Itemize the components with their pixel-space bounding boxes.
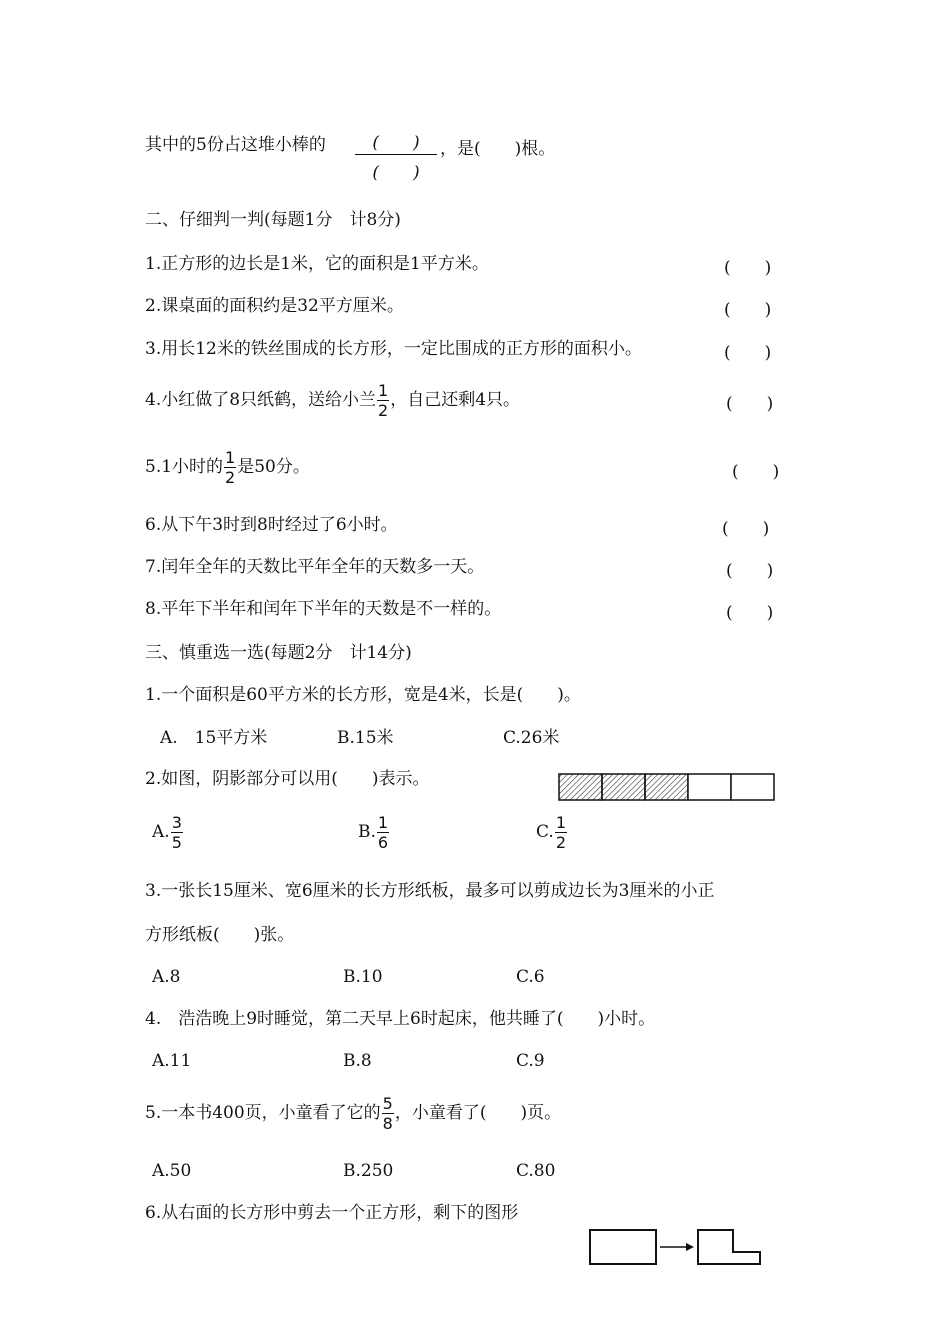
fraction-numerator: 5 xyxy=(382,1094,393,1113)
judge-answer-5[interactable]: ( ) xyxy=(732,462,780,482)
q3-option-c[interactable]: C.6 xyxy=(516,967,545,987)
judge-answer-6[interactable]: ( ) xyxy=(722,519,770,539)
blank-cell xyxy=(688,774,731,800)
section2-heading: 二、仔细判一判(每题1分 计8分) xyxy=(145,210,401,230)
option-label: B. xyxy=(358,822,376,842)
judge-answer-7[interactable]: ( ) xyxy=(726,561,774,581)
remaining-shape xyxy=(698,1230,760,1264)
choice-q3-line2: 方形纸板( )张。 xyxy=(145,925,295,945)
q5-option-a[interactable]: A.50 xyxy=(152,1161,192,1181)
q2-option-c[interactable] xyxy=(536,812,568,852)
fraction-numerator: 1 xyxy=(225,448,236,467)
judge-answer-8[interactable]: ( ) xyxy=(726,603,774,623)
fraction xyxy=(171,814,183,851)
judge-item-4 xyxy=(145,380,520,420)
judge-item-8: 8.平年下半年和闰年下半年的天数是不一样的。 xyxy=(145,599,502,619)
fraction-denominator: 2 xyxy=(555,833,566,852)
choice-q5-post: ，小童看了( )页。 xyxy=(394,1103,562,1123)
intro-text: 其中的5份占这堆小棒的 xyxy=(145,135,326,155)
fraction-blank-numerator[interactable]: ( ) xyxy=(355,128,437,155)
q2-option-a[interactable] xyxy=(152,812,184,852)
blank-cell xyxy=(731,774,774,800)
shaded-cell xyxy=(602,774,645,800)
fraction xyxy=(555,814,567,851)
q1-option-c[interactable]: C.26米 xyxy=(503,728,560,748)
q4-option-b[interactable]: B.8 xyxy=(343,1051,372,1071)
judge-item-2: 2.课桌面的面积约是32平方厘米。 xyxy=(145,296,404,316)
judge-answer-2[interactable]: ( ) xyxy=(724,300,772,320)
arrow-head xyxy=(686,1243,694,1251)
judge-item-7: 7.闰年全年的天数比平年全年的天数多一天。 xyxy=(145,557,485,577)
cut-square-figure xyxy=(588,1226,766,1270)
shaded-cell xyxy=(645,774,688,800)
intro-tail: ，是( )根。 xyxy=(440,139,556,159)
judge-item-5-post: 是50分。 xyxy=(237,457,310,477)
q1-option-b[interactable]: B.15米 xyxy=(337,728,394,748)
judge-item-4-pre: 4.小红做了8只纸鹤，送给小兰 xyxy=(145,390,377,410)
strip-cells xyxy=(559,774,774,800)
fraction-denominator: 2 xyxy=(378,401,389,420)
fraction-numerator: 1 xyxy=(378,381,389,400)
section3-heading: 三、慎重选一选(每题2分 计14分) xyxy=(145,643,412,663)
choice-q3-line1: 3.一张长15厘米、宽6厘米的长方形纸板，最多可以剪成边长为3厘米的小正 xyxy=(145,881,715,901)
fraction-denominator: 2 xyxy=(225,468,236,487)
shaded-cell xyxy=(559,774,602,800)
fraction-denominator: 5 xyxy=(171,833,182,852)
judge-answer-4[interactable]: ( ) xyxy=(726,394,774,414)
q2-option-b[interactable] xyxy=(358,812,390,852)
choice-q5-pre: 5.一本书400页，小童看了它的 xyxy=(145,1103,381,1123)
choice-q4: 4. 浩浩晚上9时睡觉，第二天早上6时起床，他共睡了( )小时。 xyxy=(145,1009,656,1029)
choice-q5 xyxy=(145,1093,561,1133)
judge-item-6: 6.从下午3时到8时经过了6小时。 xyxy=(145,515,398,535)
fraction-denominator: 8 xyxy=(382,1114,393,1133)
fraction-denominator: 6 xyxy=(377,833,389,852)
judge-item-3: 3.用长12米的铁丝围成的长方形，一定比围成的正方形的面积小。 xyxy=(145,339,642,359)
choice-q6: 6.从右面的长方形中剪去一个正方形，剩下的图形 xyxy=(145,1203,519,1223)
judge-item-1: 1.正方形的边长是1米，它的面积是1平方米。 xyxy=(145,254,489,274)
q4-option-c[interactable]: C.9 xyxy=(516,1051,545,1071)
option-label: A. xyxy=(152,822,170,842)
q4-option-a[interactable]: A.11 xyxy=(152,1051,192,1071)
judge-answer-1[interactable]: ( ) xyxy=(724,258,772,278)
fraction xyxy=(377,382,389,419)
judge-item-4-post: ，自己还剩4只。 xyxy=(390,390,521,410)
choice-q2: 2.如图，阴影部分可以用( )表示。 xyxy=(145,769,430,789)
q1-option-a[interactable]: A. 15平方米 xyxy=(160,728,268,748)
judge-answer-3[interactable]: ( ) xyxy=(724,343,772,363)
q3-option-a[interactable]: A.8 xyxy=(152,967,181,987)
q5-option-b[interactable]: B.250 xyxy=(343,1161,394,1181)
original-rectangle xyxy=(590,1230,656,1264)
q3-option-b[interactable]: B.10 xyxy=(343,967,383,987)
choice-q1: 1.一个面积是60平方米的长方形，宽是4米，长是( )。 xyxy=(145,685,581,705)
fraction-numerator: 3 xyxy=(171,813,182,832)
fraction-blank-denominator[interactable]: ( ) xyxy=(372,163,420,183)
fraction-numerator: 1 xyxy=(377,813,389,832)
option-label: C. xyxy=(536,822,554,842)
fraction xyxy=(377,814,389,851)
judge-item-5-pre: 5.1小时的 xyxy=(145,457,224,477)
q5-option-c[interactable]: C.80 xyxy=(516,1161,556,1181)
judge-item-5 xyxy=(145,447,310,487)
fraction-numerator: 1 xyxy=(555,813,566,832)
fraction xyxy=(224,449,236,486)
intro-line xyxy=(145,134,326,156)
fraction xyxy=(382,1095,394,1132)
shaded-strip-figure xyxy=(558,772,776,802)
